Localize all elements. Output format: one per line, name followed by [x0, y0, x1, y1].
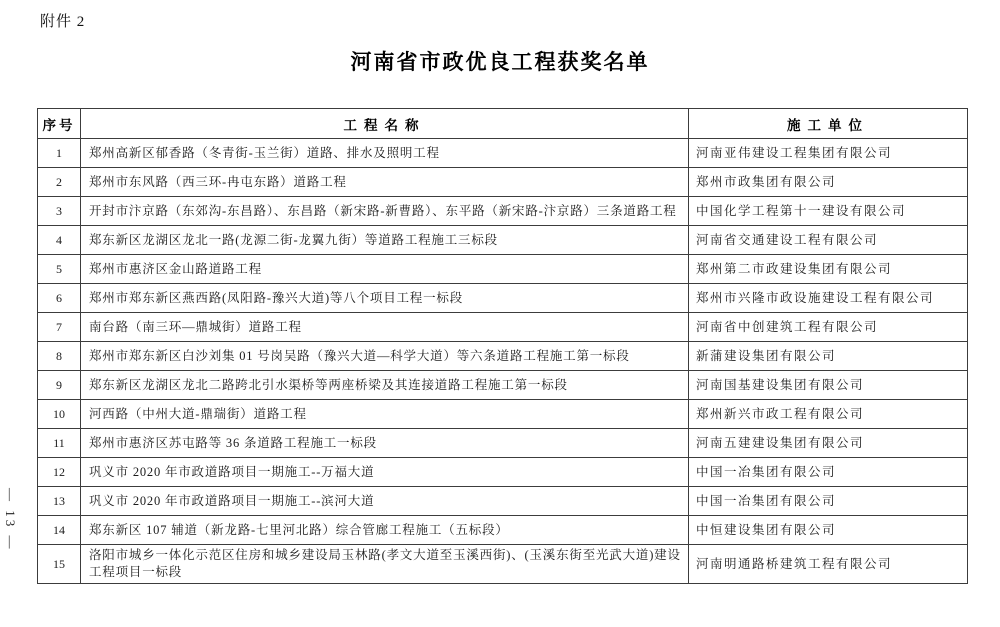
table-row [38, 487, 968, 516]
row-construction-unit: 郑州新兴市政工程有限公司 [689, 400, 968, 429]
row-serial-number: 6 [38, 284, 81, 313]
table-row [38, 429, 968, 458]
table-row [38, 371, 968, 400]
row-project-name: 郑东新区龙湖区龙北一路(龙源二街-龙翼九街）等道路工程施工三标段 [81, 226, 689, 255]
row-construction-unit: 河南明通路桥建筑工程有限公司 [689, 545, 968, 584]
row-serial-number: 8 [38, 342, 81, 371]
page-title: 河南省市政优良工程获奖名单 [350, 50, 650, 74]
row-construction-unit: 郑州市兴隆市政设施建设工程有限公司 [689, 284, 968, 313]
row-project-name: 郑州高新区郁香路（冬青街-玉兰街）道路、排水及照明工程 [81, 139, 689, 168]
table-row [38, 255, 968, 284]
table-row [38, 284, 968, 313]
header-project-name: 工程名称 [81, 109, 689, 139]
row-serial-number: 14 [38, 516, 81, 545]
table-row [38, 197, 968, 226]
row-construction-unit: 中国化学工程第十一建设有限公司 [689, 197, 968, 226]
row-project-name: 洛阳市城乡一体化示范区住房和城乡建设局玉林路(孝文大道至玉溪西街)、(玉溪东街至光武大道)建设工程项目一标段 [81, 545, 689, 584]
row-project-name: 郑州市惠济区金山路道路工程 [81, 255, 689, 284]
row-project-name: 巩义市 2020 年市政道路项目一期施工--滨河大道 [81, 487, 689, 516]
row-project-name: 巩义市 2020 年市政道路项目一期施工--万福大道 [81, 458, 689, 487]
table-row [38, 545, 968, 584]
row-construction-unit: 中国一冶集团有限公司 [689, 487, 968, 516]
table-row [38, 226, 968, 255]
row-construction-unit: 河南国基建设集团有限公司 [689, 371, 968, 400]
row-serial-number: 3 [38, 197, 81, 226]
table-row [38, 168, 968, 197]
row-project-name: 郑东新区 107 辅道（新龙路-七里河北路）综合管廊工程施工（五标段） [81, 516, 689, 545]
row-construction-unit: 河南五建建设集团有限公司 [689, 429, 968, 458]
row-serial-number: 1 [38, 139, 81, 168]
row-construction-unit: 河南省中创建筑工程有限公司 [689, 313, 968, 342]
row-construction-unit: 中国一冶集团有限公司 [689, 458, 968, 487]
row-project-name: 河西路（中州大道-鼎瑞街）道路工程 [81, 400, 689, 429]
row-project-name: 郑州市郑东新区白沙刘集 01 号岗吴路（豫兴大道—科学大道）等六条道路工程施工第一标段 [81, 342, 689, 371]
row-serial-number: 10 [38, 400, 81, 429]
row-serial-number: 5 [38, 255, 81, 284]
row-project-name: 郑州市东风路（西三环-冉屯东路）道路工程 [81, 168, 689, 197]
row-construction-unit: 郑州市政集团有限公司 [689, 168, 968, 197]
row-serial-number: 9 [38, 371, 81, 400]
table-row [38, 458, 968, 487]
row-serial-number: 12 [38, 458, 81, 487]
row-project-name: 郑东新区龙湖区龙北二路跨北引水渠桥等两座桥梁及其连接道路工程施工第一标段 [81, 371, 689, 400]
row-project-name: 开封市汴京路（东郊沟-东昌路）、东昌路（新宋路-新曹路）、东平路（新宋路-汴京路）三条道路工程 [81, 197, 689, 226]
row-project-name: 郑州市惠济区苏屯路等 36 条道路工程施工一标段 [81, 429, 689, 458]
row-construction-unit: 中恒建设集团有限公司 [689, 516, 968, 545]
row-construction-unit: 河南省交通建设工程有限公司 [689, 226, 968, 255]
header-construction-unit: 施工单位 [689, 109, 968, 139]
row-project-name: 南台路（南三环—鼎城街）道路工程 [81, 313, 689, 342]
header-serial-number: 序号 [38, 109, 81, 139]
row-serial-number: 4 [38, 226, 81, 255]
row-project-name: 郑州市郑东新区燕西路(凤阳路-豫兴大道)等八个项目工程一标段 [81, 284, 689, 313]
table-header-row [38, 109, 968, 139]
attachment-label: 附件 2 [40, 14, 86, 30]
table-body [38, 139, 968, 584]
row-serial-number: 15 [38, 545, 81, 584]
awards-table [37, 108, 968, 584]
row-construction-unit: 河南亚伟建设工程集团有限公司 [689, 139, 968, 168]
row-serial-number: 7 [38, 313, 81, 342]
side-page-number: — 13 — [3, 488, 18, 552]
row-construction-unit: 郑州第二市政建设集团有限公司 [689, 255, 968, 284]
table-row [38, 313, 968, 342]
table-row [38, 400, 968, 429]
table-row [38, 516, 968, 545]
row-serial-number: 11 [38, 429, 81, 458]
row-serial-number: 13 [38, 487, 81, 516]
row-construction-unit: 新蒲建设集团有限公司 [689, 342, 968, 371]
table-row [38, 342, 968, 371]
row-serial-number: 2 [38, 168, 81, 197]
table-row [38, 139, 968, 168]
